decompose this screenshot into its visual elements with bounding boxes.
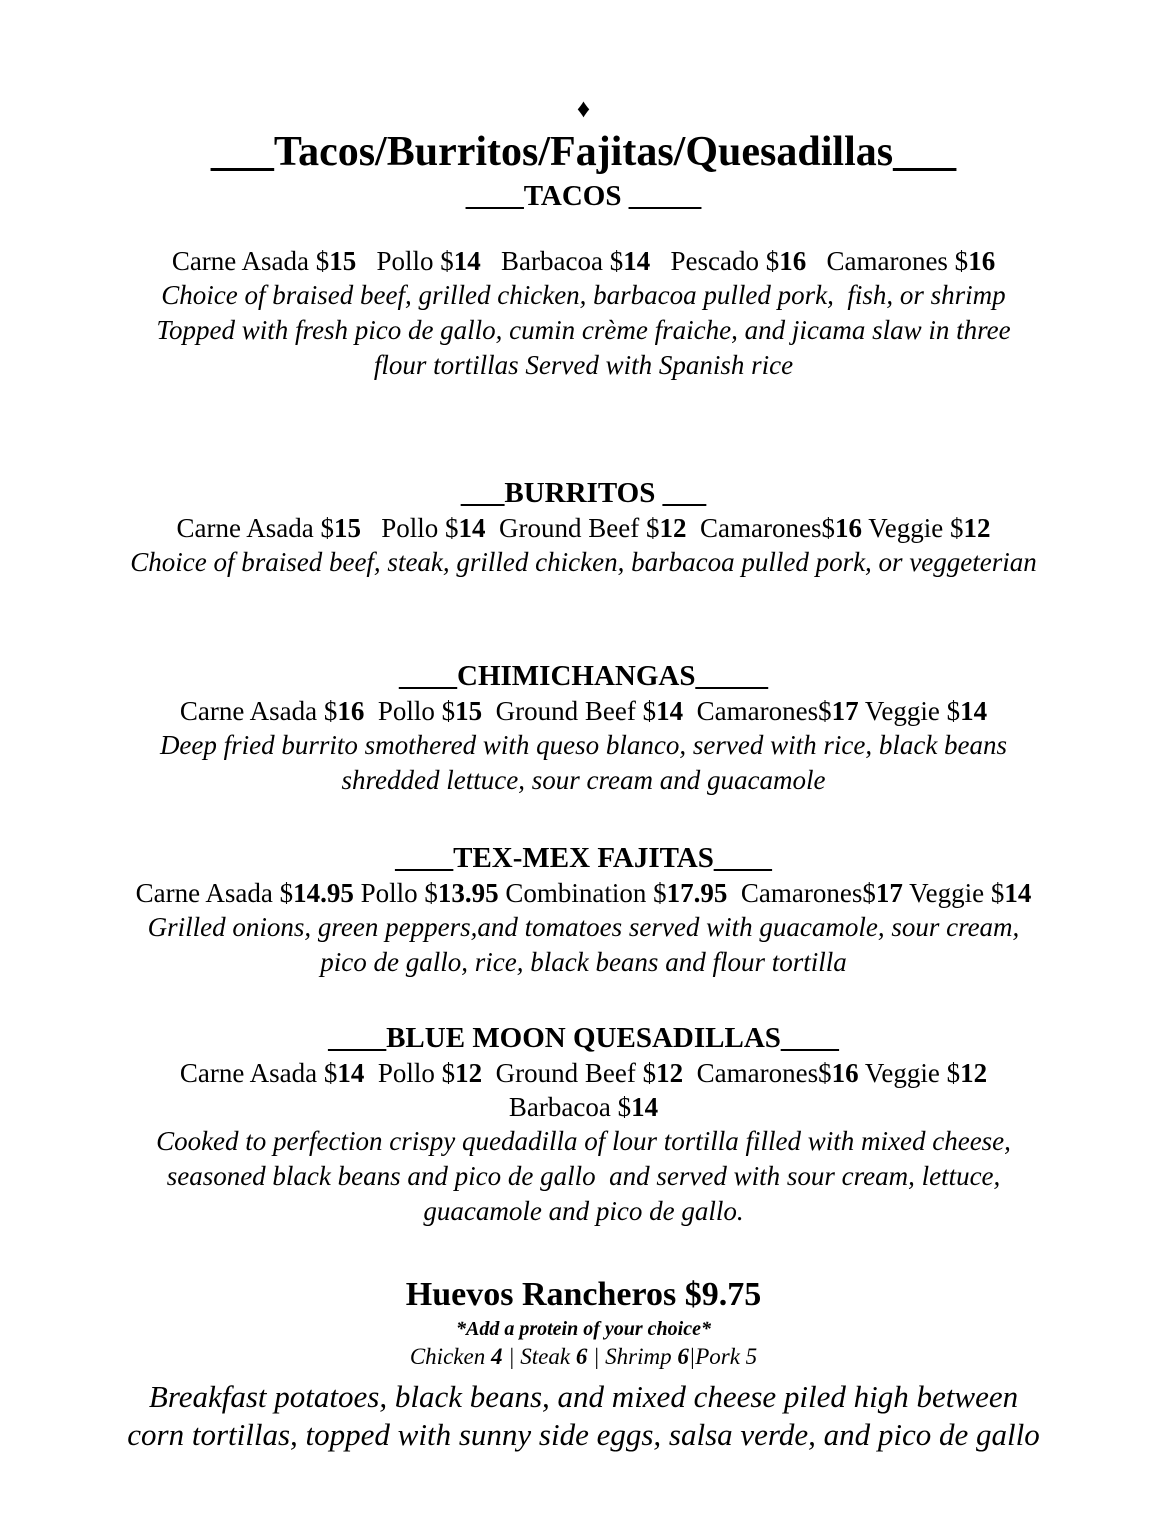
description-line: Deep fried burrito smothered with queso blanco, served with rice, black beans [159, 730, 1008, 760]
price-value: 15 [329, 246, 357, 276]
feature-title: Huevos Rancheros $9.75 [405, 1276, 762, 1313]
price-text: Carne Asada $ [179, 696, 338, 726]
menu-section-fajitas [0, 840, 1167, 980]
price-value: 16 [779, 246, 807, 276]
diamond-icon: ♦ [576, 94, 591, 123]
section-heading: ___BURRITOS ___ [460, 477, 707, 509]
price-text: Barbacoa $ [508, 1092, 632, 1122]
huevos-rancheros-section [0, 1274, 1167, 1454]
price-text: Pollo $ [360, 513, 459, 543]
description-line: Grilled onions, green peppers,and tomatoes served with guacamole, sour cream, [147, 912, 1020, 942]
price-line [0, 694, 1167, 728]
price-text: Camarones$ [683, 1058, 832, 1088]
price-text: Veggie $ [861, 513, 964, 543]
description-line: pico de gallo, rice, black beans and flour tortilla [320, 947, 847, 977]
price-text: | Shrimp [587, 1344, 678, 1369]
price-text: Chicken [409, 1344, 491, 1369]
price-text: |Pork 5 [688, 1344, 758, 1369]
feature-description [0, 1378, 1167, 1454]
price-line [0, 1056, 1167, 1090]
menu-section-burritos [0, 475, 1167, 580]
price-value: 6 [677, 1344, 689, 1369]
price-text: Pollo $ [364, 696, 456, 726]
price-text: Veggie $ [858, 696, 961, 726]
price-value: 12 [455, 1058, 483, 1088]
price-text: Carne Asada $ [135, 878, 294, 908]
price-text: Pollo $ [364, 1058, 456, 1088]
price-value: 13.95 [437, 878, 499, 908]
price-value: 6 [575, 1344, 588, 1369]
description-line: Choice of braised beef, grilled chicken, barbacoa pulled pork, fish, or shrimp [161, 280, 1006, 310]
section-heading: ____TEX-MEX FAJITAS____ [395, 842, 772, 874]
price-text: Pollo $ [353, 878, 438, 908]
description-line: Breakfast potatoes, black beans, and mixed cheese piled high between [148, 1379, 1019, 1414]
section-heading: ____CHIMICHANGAS_____ [399, 660, 768, 692]
price-line [0, 511, 1167, 545]
price-value: 16 [968, 246, 996, 276]
price-value: 17 [875, 878, 903, 908]
price-value: 12 [656, 1058, 684, 1088]
price-value: 14 [656, 696, 684, 726]
price-value: 14 [623, 246, 651, 276]
price-text: Combination $ [498, 878, 667, 908]
price-text: Carne Asada $ [171, 246, 330, 276]
price-text: Ground Beef $ [482, 696, 657, 726]
price-line [0, 244, 1167, 278]
price-value: 16 [831, 1058, 859, 1088]
price-value: 14.95 [293, 878, 354, 908]
price-value: 15 [333, 513, 361, 543]
price-value: 16 [337, 696, 365, 726]
price-value: 14 [960, 696, 988, 726]
price-value: 14 [453, 246, 481, 276]
price-value: 12 [963, 513, 991, 543]
price-text: Ground Beef $ [485, 513, 660, 543]
price-value: 12 [659, 513, 687, 543]
menu-section-quesadillas [0, 1020, 1167, 1229]
price-value: 15 [455, 696, 483, 726]
protein-options-line [0, 1342, 1167, 1372]
price-text: Carne Asada $ [176, 513, 334, 543]
price-value: 12 [960, 1058, 988, 1088]
price-text: Pollo $ [356, 246, 454, 276]
price-text: Pescado $ [650, 246, 780, 276]
price-text: Camarones $ [806, 246, 969, 276]
price-value: 14 [337, 1058, 365, 1088]
price-text: Veggie $ [902, 878, 1005, 908]
price-value: 14 [1004, 878, 1032, 908]
description-line: Cooked to perfection crispy quedadilla of lour tortilla filled with mixed cheese, [156, 1126, 1011, 1156]
description-line: flour tortillas Served with Spanish rice [373, 350, 794, 380]
description-line: shredded lettuce, sour cream and guacamole [341, 765, 826, 795]
price-value: 4 [490, 1344, 503, 1369]
price-text: | Steak [502, 1344, 576, 1369]
page-title: ___Tacos/Burritos/Fajitas/Quesadillas___ [210, 129, 957, 175]
section-heading: ____TACOS _____ [465, 180, 702, 212]
price-value: 17.95 [666, 878, 728, 908]
price-value: 14 [458, 513, 486, 543]
price-line [0, 1090, 1167, 1124]
price-value: 16 [834, 513, 862, 543]
price-text: Veggie $ [858, 1058, 961, 1088]
description-line: Topped with fresh pico de gallo, cumin crème fraiche, and jicama slaw in three [156, 315, 1011, 345]
price-value: 14 [631, 1092, 659, 1122]
price-text: Camarones$ [683, 696, 832, 726]
menu-section-chimichangas [0, 658, 1167, 798]
price-value: 17 [831, 696, 859, 726]
menu-sections [0, 178, 1167, 1229]
price-text: Barbacoa $ [480, 246, 624, 276]
price-text: Camarones$ [686, 513, 835, 543]
menu-section-tacos [0, 178, 1167, 383]
protein-note: *Add a protein of your choice* [456, 1318, 711, 1340]
price-text: Carne Asada $ [179, 1058, 338, 1088]
price-text: Camarones$ [727, 878, 876, 908]
price-line [0, 876, 1167, 910]
price-text: Ground Beef $ [482, 1058, 657, 1088]
description-line: seasoned black beans and pico de gallo and served with sour cream, lettuce, [166, 1161, 1001, 1191]
description-line: guacamole and pico de gallo. [423, 1196, 744, 1226]
section-heading: ____BLUE MOON QUESADILLAS____ [328, 1022, 839, 1054]
description-line: corn tortillas, topped with sunny side eggs, salsa verde, and pico de gallo [127, 1417, 1040, 1452]
description-line: Choice of braised beef, steak, grilled chicken, barbacoa pulled pork, or veggeterian [130, 547, 1037, 577]
